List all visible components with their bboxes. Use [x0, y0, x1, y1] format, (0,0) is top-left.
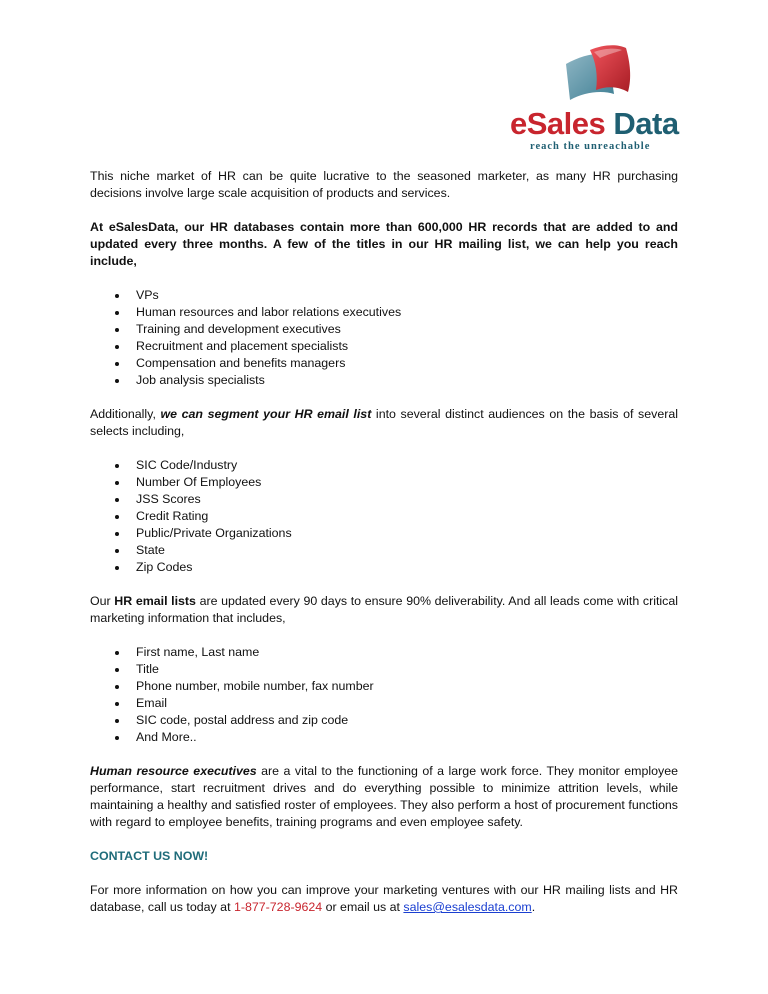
updates-paragraph: Our HR email lists are updated every 90 days to ensure 90% deliverability. And all leads come with critical marketing information that includes,	[90, 594, 678, 625]
document-body	[90, 168, 678, 916]
list-item: Job analysis specialists	[90, 372, 678, 389]
list-item: Credit Rating	[90, 508, 678, 525]
titles-list	[90, 287, 678, 389]
list-item: Recruitment and placement specialists	[90, 338, 678, 355]
list-item: Email	[90, 695, 678, 712]
list-item: State	[90, 542, 678, 559]
list-item: Zip Codes	[90, 559, 678, 576]
selects-list	[90, 457, 678, 576]
executives-paragraph: Human resource executives are a vital to the functioning of a large work force. They monitor employee performance, start recruitment drives and do everything possible to minimize attrition levels, while maintaining a healthy and satisfied roster of employees. They also perform a host of procurement functions with regard to employee benefits, training programs and even employee safety.	[90, 764, 678, 829]
segment-emphasis: we can segment your HR email list	[160, 407, 372, 421]
list-item: Human resources and labor relations executives	[90, 304, 678, 321]
list-item: Public/Private Organizations	[90, 525, 678, 542]
logo-tagline: reach the unreachable	[530, 141, 651, 152]
list-item: Training and development executives	[90, 321, 678, 338]
list-item: Title	[90, 661, 678, 678]
list-item: Number Of Employees	[90, 474, 678, 491]
list-item: VPs	[90, 287, 678, 304]
contact-heading: CONTACT US NOW!	[90, 849, 209, 863]
esalesdata-logo	[510, 42, 680, 150]
list-item: First name, Last name	[90, 644, 678, 661]
fields-list	[90, 644, 678, 746]
records-paragraph: At eSalesData, our HR databases contain more than 600,000 HR records that are added to and updated every three months. A few of the titles in our HR mailing list, we can help you reach include,	[90, 220, 678, 268]
logo-wordmark: eSales Data	[510, 106, 679, 141]
segment-paragraph: Additionally, we can segment your HR email list into several distinct audiences on the basis of several selects including,	[90, 407, 678, 438]
contact-paragraph: For more information on how you can improve your marketing ventures with our HR mailing lists and HR database, call us today at 1-877-728-9624 or email us at sales@esalesdata.com.	[90, 883, 678, 914]
list-item: Compensation and benefits managers	[90, 355, 678, 372]
intro-paragraph: This niche market of HR can be quite lucrative to the seasoned marketer, as many HR purchasing decisions involve large scale acquisition of products and services.	[90, 169, 678, 200]
phone-number[interactable]: 1-877-728-9624	[233, 900, 323, 914]
logo-mark-icon	[510, 42, 680, 112]
list-item: Phone number, mobile number, fax number	[90, 678, 678, 695]
email-link[interactable]: sales@esalesdata.com	[403, 900, 532, 914]
list-item: SIC Code/Industry	[90, 457, 678, 474]
list-item: And More..	[90, 729, 678, 746]
list-item: JSS Scores	[90, 491, 678, 508]
list-item: SIC code, postal address and zip code	[90, 712, 678, 729]
